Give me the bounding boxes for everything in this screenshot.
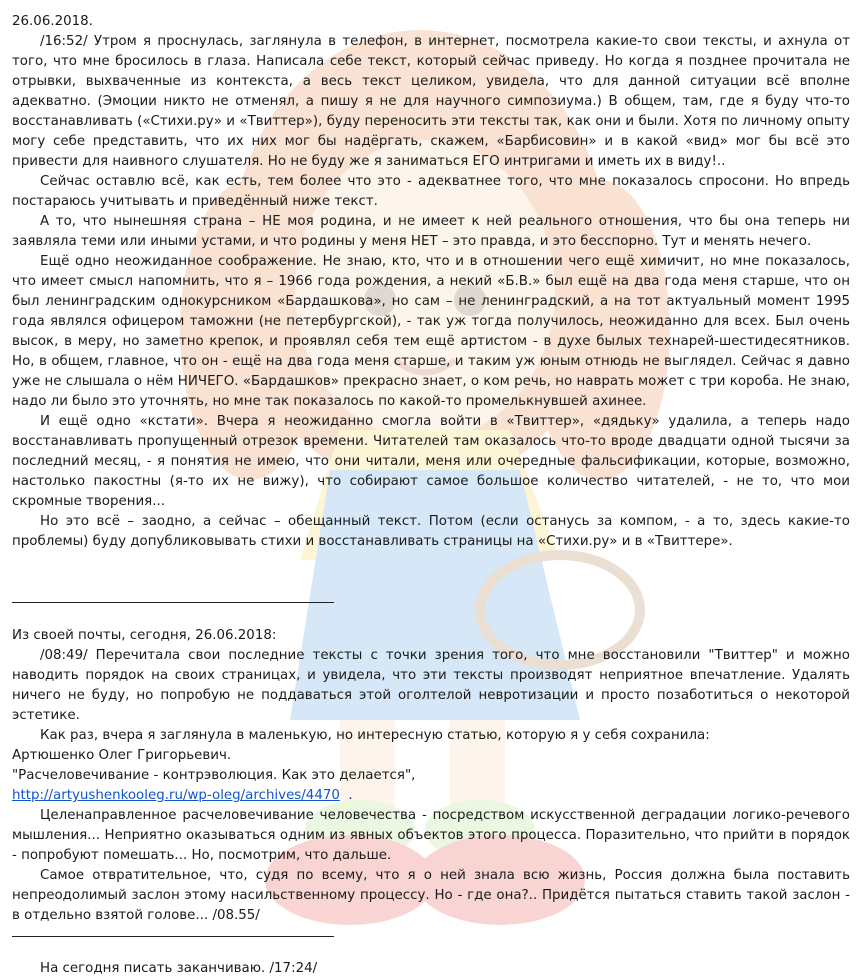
paragraph: Как раз, вчера я заглянула в маленькую, но интересную статью, которую я у себя сохранила: [40,728,710,743]
document-body [12,12,850,979]
paragraph: Ещё одно неожиданное соображение. Не знаю, кто, что и в отношении чего ещё химичит, но мне показалось, что имеет смысл напомнить, что я – 1966 года рождения, а некий «Б.В.» был ещё на два года меня старше, что он был ленинградским однокурсником «Бардашкова», но сам – не ленинградский, а на тот актуальный момент 1995 года являлся офицером таможни (не петербургской), - так уж тогда получилось, неожиданно для всех. Был очень высок, в меру, но заметно крепок, и проявлял себя тем ещё артистом - в духе былых технарей-шестидесятников. Но, в общем, главное, что он - ещё на два года меня старше, и таким уж юным отнюдь не выглядел. Сейчас я давно уже не слышала о нём НИЧЕГО. «Бардашков» прекрасно знает, о ком речь, но наврать может с три короба. Не знаю, надо ли было это уточнять, но мне так показалось по какой-то промелькнувшей ахинее. [12,254,850,409]
paragraph: А то, что нынешняя страна – НЕ моя родина, и не имеет к ней реального отношения, что бы она теперь ни заявляла теми или иными устами, и что родины у меня НЕТ – это правда, и это бесспорно. Тут и менять нечего. [12,214,850,249]
article-title: "Расчеловечивание - контрэволюция. Как это делается", [12,768,416,783]
paragraph: /08:49/ Перечитала свои последние тексты с точки зрения того, что мне восстановили "Твиттер" и можно наводить порядок на своих страницах, и увидела, что эти тексты производят неприятное впечатление. Удалять ничего не буду, но попробую не поддаваться этой оголтелой невротизации и просто позаботиться о некоторой эстетике. [12,648,850,723]
link-suffix: . [339,788,353,803]
paragraph: /16:52/ Утром я проснулась, заглянула в телефон, в интернет, посмотрела какие-то свои тексты, и ахнула от того, что мне бросилось в глаза. Написала себе текст, который сейчас приведу. Но когда я позднее прочитала не отрывки, выхваченные из контекста, а весь текст целиком, увидела, что для данной ситуации всё вполне адекватно. (Эмоции никто не отменял, а пишу я не для научного симпозиума.) В общем, там, где я буду что-то восстанавливать («Стихи.ру» и «Твиттер»), буду переносить эти тексты так, как они и были. Хотя по личному опыту могу себе представить, что их них мог бы надёргать, скажем, «Барбисовин» и в какой «вид» мог бы всё это привести для наивного слушателя. Но не буду же я заниматься ЕГО интригами и иметь их в виду!.. [12,34,850,169]
paragraph: Сейчас оставлю всё, как есть, тем более что это - адекватнее того, что мне показалось спросони. Но впредь постараюсь учитывать и приведённый ниже текст. [12,174,850,209]
article-author: Артюшенко Олег Григорьевич. [12,748,232,763]
paragraph: И ещё одно «кстати». Вчера я неожиданно смогла войти в «Твиттер», «дядьку» удалила, а теперь надо восстанавливать пропущенный отрезок времени. Читателей там оказалось что-то вроде двадцати одной тысячи за последний месяц, - я понятия не имею, что они читали, меня или очередные фальсификации, которые, возможно, настолько пакостны (я-то их не вижу), что собирают самое большое количество читателей, - не то, что мои скромные творения... [12,414,850,509]
article-link-line [12,786,850,806]
paragraph: Целенаправленное расчеловечивание человечества - посредством искусственной деградации логико-речевого мышления... Неприятно оказываться одним из явных объектов этого процесса. Поразительно, что прийти в порядок - попробуют помешать... Но, посмотрим, что дальше. [12,808,850,863]
article-link[interactable]: http://artyushenkooleg.ru/wp-oleg/archives/4470 [12,788,340,803]
section-header: Из своей почты, сегодня, 26.06.2018: [12,628,277,643]
paragraph: Самое отвратительное, что, судя по всему, что я о ней знала всю жизнь, Россия должна была поставить непреодолимый заслон этому насильственному процессу. Но - где она?.. Придётся пытаться ставить такой заслон - в отдельно взятой голове... /08.55/ [12,868,850,923]
entry-date: 26.06.2018. [12,14,93,29]
paragraph: Но это всё – заодно, а сейчас – обещанный текст. Потом (если останусь за компом, - а то, здесь какие-то проблемы) буду допубликовывать стихи и восстанавливать страницы на «Стихи.ру» и в «Твиттере». [12,514,850,549]
closing-line: На сегодня писать заканчиваю. /17:24/ [40,961,318,976]
